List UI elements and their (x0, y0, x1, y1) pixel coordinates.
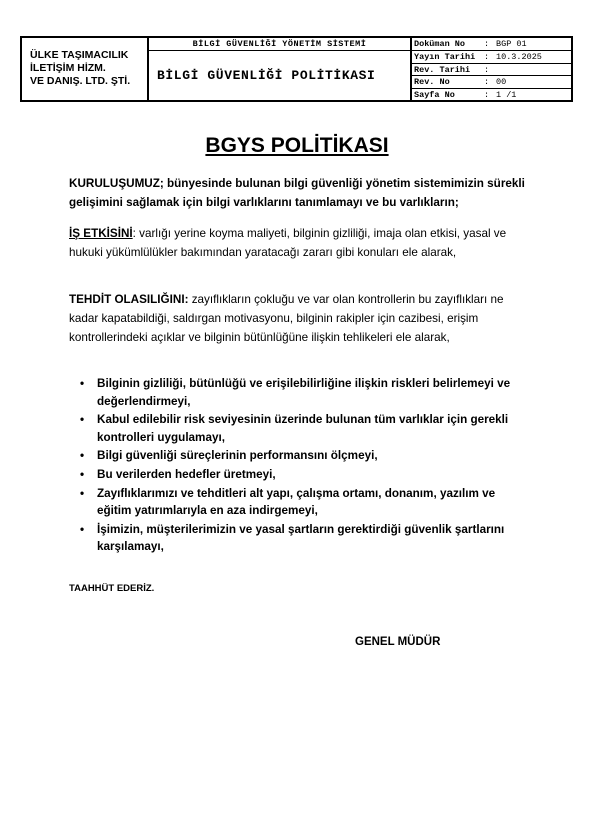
impact-text: : varlığı yerine koyma maliyeti, bilginin gizliliği, imaja olan etkisi, yasal ve hukuki yükümlülükler bakımından yaratacağı zararı gibi konuları ele alarak, (69, 227, 507, 260)
bullet-icon: • (80, 468, 85, 482)
bullet-icon: • (80, 449, 85, 463)
meta-value: 10.3.2025 (496, 52, 542, 63)
meta-key: Rev. Tarihi (414, 64, 471, 75)
meta-value: 1 /1 (496, 89, 517, 100)
meta-colon: : (484, 39, 490, 49)
meta-value: 00 (496, 77, 507, 88)
impact-paragraph (69, 224, 529, 262)
list-item (69, 485, 529, 520)
list-item-text: İşimizin, müşterilerimizin ve yasal şartların gerektirdiği güvenlik şartlarını karşılamayı, (97, 522, 505, 554)
meta-value: BGP 01 (496, 39, 527, 49)
list-item-text: Bu verilerden hedefler üretmeyi, (97, 468, 276, 482)
threat-paragraph (69, 290, 529, 348)
document-header (20, 36, 573, 102)
meta-key: Yayın Tarihi (414, 52, 476, 63)
company-line-1: ÜLKE TAŞIMACILIK (30, 49, 129, 61)
document-name: BİLGİ GÜVENLİĞİ POLİTİKASI (157, 68, 376, 83)
signer-title: GENEL MÜDÜR (355, 636, 441, 648)
threat-label: TEHDİT OLASILIĞINI: (69, 293, 189, 306)
list-item-text: Bilgi güvenliği süreçlerinin performansını ölçmeyi, (97, 449, 378, 463)
bullet-icon: • (80, 486, 85, 500)
meta-colon: : (484, 64, 490, 75)
objectives-list (69, 375, 529, 557)
meta-colon: : (484, 52, 490, 63)
header-title-cell (149, 38, 412, 100)
company-name (22, 38, 149, 100)
meta-publish-date (412, 50, 571, 62)
intro-paragraph: KURULUŞUMUZ; bünyesinde bulunan bilgi güvenliği yönetim sistemimizin sürekli gelişimini sağlamak için bilgi varlıklarını tanımlamayı ve bu varlıkların; (69, 177, 525, 210)
pledge-text: TAAHHÜT EDERİZ. (69, 583, 155, 594)
meta-colon: : (484, 89, 490, 100)
document-meta (412, 38, 571, 100)
meta-key: Doküman No (414, 39, 466, 49)
meta-key: Rev. No (414, 77, 450, 88)
meta-page-no (412, 88, 571, 100)
list-item-text: Bilginin gizliliği, bütünlüğü ve erişilebilirliğine ilişkin riskleri belirlemeyi ve değerlendirmeyi, (97, 377, 511, 408)
meta-colon: : (484, 77, 490, 88)
list-item-text: Zayıflıklarımızı ve tehditleri alt yapı, çalışma ortamı, donanım, yazılım ve eğitim yatırımlarıyla en aza indirgemeyi, (97, 486, 496, 518)
list-item (69, 375, 529, 410)
list-item (69, 447, 529, 465)
threat-text: zayıflıkların çokluğu ve var olan kontrollerin bu zayıflıkları ne kadar kapatabildiği, saldırgan motivasyonu, bilginin rakipler için cazibesi, erişim kontrollerindeki açıklar ve bilginin bütünlüğüne ilişkin tehlikeleri ele alarak, (69, 293, 504, 345)
meta-doc-no (412, 38, 571, 50)
system-name: BİLGİ GÜVENLİĞİ YÖNETİM SİSTEMİ (149, 38, 410, 51)
impact-label: İŞ ETKİSİNİ (69, 227, 133, 240)
bullet-icon: • (80, 413, 85, 427)
meta-rev-no (412, 75, 571, 87)
company-line-2: İLETİŞİM HİZM. (30, 62, 106, 74)
bullet-icon: • (80, 522, 85, 536)
bullet-icon: • (80, 377, 85, 390)
list-item-text: Kabul edilebilir risk seviyesinin üzerinde bulunan tüm varlıklar için gerekli kontrolleri uygulamayı, (97, 413, 509, 444)
policy-title: BGYS POLİTİKASI (205, 134, 389, 157)
company-line-3: VE DANIŞ. LTD. ŞTİ. (30, 75, 131, 87)
list-item (69, 466, 529, 484)
list-item (69, 411, 529, 446)
meta-key: Sayfa No (414, 89, 455, 100)
meta-rev-date (412, 63, 571, 75)
list-item (69, 521, 529, 556)
